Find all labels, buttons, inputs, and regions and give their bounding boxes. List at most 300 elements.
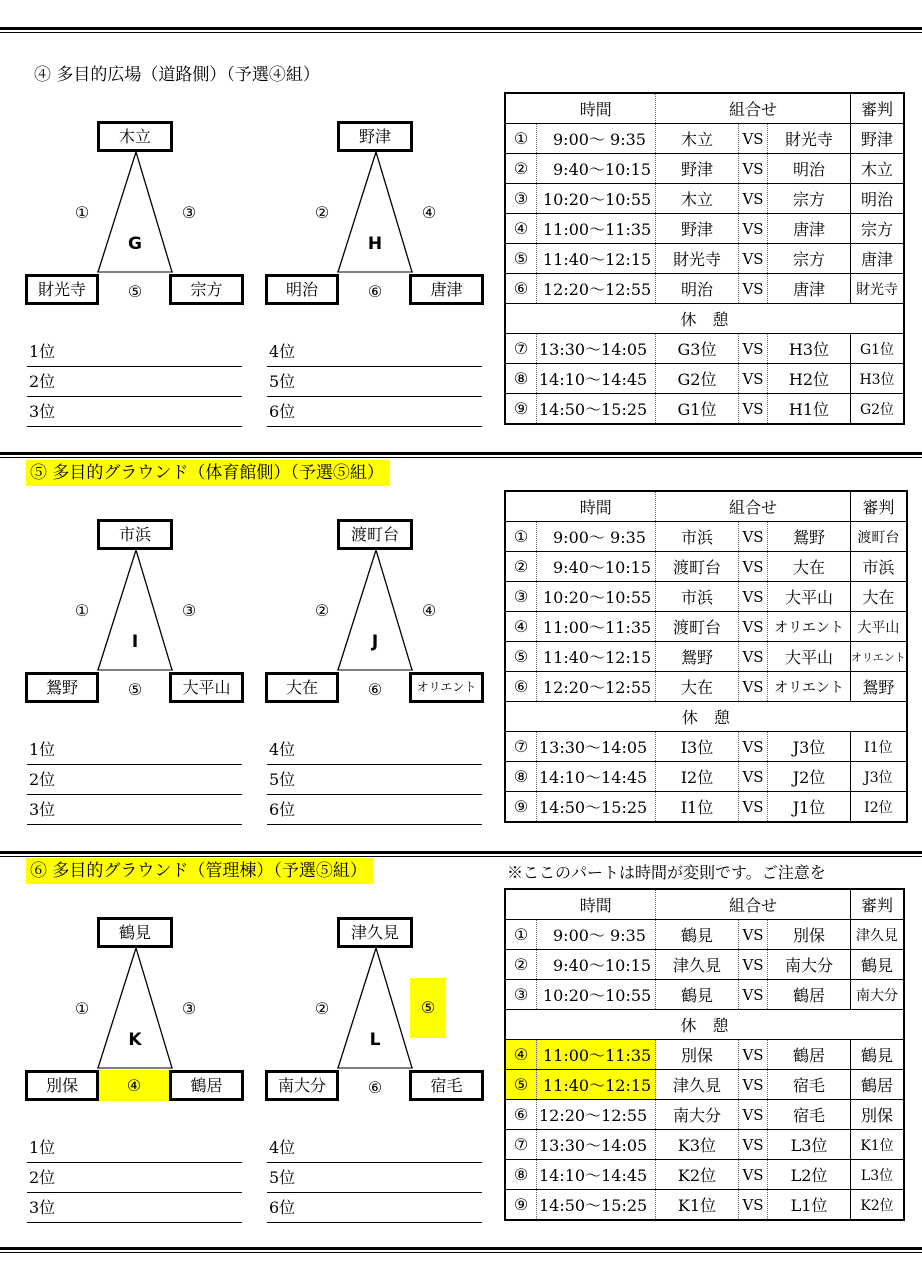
- vs-label: VS: [739, 762, 768, 792]
- rank-line: 2位: [27, 766, 242, 795]
- match-time: [537, 1100, 656, 1130]
- team-box-left: 別保: [25, 1070, 99, 1101]
- team-a: I2位: [656, 762, 739, 792]
- match-time-text: 9:40～10:15: [553, 160, 652, 179]
- schedule-row: [505, 642, 907, 672]
- team-b: 大平山: [768, 582, 851, 612]
- match-time: [537, 394, 656, 425]
- match-time: [537, 124, 656, 154]
- referee: 別保: [851, 1100, 905, 1130]
- bottom-rule: [0, 1247, 922, 1253]
- schedule-table: [504, 888, 905, 1221]
- match-number: ⑤: [505, 244, 537, 274]
- match-number: ⑧: [505, 1160, 537, 1190]
- referee: J3位: [851, 762, 907, 792]
- schedule-row: [505, 274, 904, 304]
- team-box-right: 大平山: [169, 672, 244, 703]
- match-number: ②: [314, 601, 330, 620]
- referee: I2位: [851, 792, 907, 823]
- match-number: ④: [505, 612, 537, 642]
- team-a: G2位: [656, 364, 739, 394]
- referee: 財光寺: [851, 274, 905, 304]
- match-number: ⑨: [505, 394, 537, 425]
- team-b: J2位: [768, 762, 851, 792]
- schedule-row: [505, 364, 904, 394]
- team-box-top: 鶴見: [97, 917, 173, 948]
- team-box-top: 津久見: [337, 917, 413, 948]
- team-a: K3位: [656, 1130, 739, 1160]
- break-label: 休 憩: [505, 304, 904, 334]
- match-number: ③: [505, 582, 537, 612]
- referee: 鴛野: [851, 672, 907, 702]
- match-time: [537, 154, 656, 184]
- vs-label: VS: [739, 920, 768, 950]
- team-b: 鴛野: [768, 522, 851, 552]
- vs-label: VS: [739, 1160, 768, 1190]
- match-number: ⑦: [505, 732, 537, 762]
- match-time-text: 12:20～12:55: [543, 280, 652, 299]
- team-b: 大平山: [768, 642, 851, 672]
- team-b: 宗方: [768, 244, 851, 274]
- team-a: 野津: [656, 214, 739, 244]
- schedule-row: [505, 1100, 904, 1130]
- team-box-right: 宿毛: [409, 1070, 484, 1101]
- match-number: ④: [505, 1040, 537, 1070]
- schedule-row: [505, 980, 904, 1010]
- rank-line: 3位: [27, 398, 242, 427]
- team-a: 渡町台: [656, 612, 739, 642]
- match-number: ⑤: [410, 978, 446, 1038]
- rank-line: 1位: [27, 338, 242, 367]
- match-number: ⑤: [505, 642, 537, 672]
- vs-label: VS: [739, 980, 768, 1010]
- header-cell-referee: 審判: [851, 491, 907, 522]
- group-label: G: [128, 234, 142, 254]
- team-b: 鶴居: [768, 1040, 851, 1070]
- team-a: 大在: [656, 672, 739, 702]
- break-row: [505, 702, 907, 732]
- team-b: L1位: [768, 1190, 851, 1221]
- referee: 明治: [851, 184, 905, 214]
- group-label: K: [128, 1030, 142, 1050]
- rank-line: 2位: [27, 1164, 242, 1193]
- schedule-row: [505, 1130, 904, 1160]
- vs-label: VS: [739, 672, 768, 702]
- section-title: ④ 多目的広場（道路側）（予選④組）: [34, 65, 320, 85]
- team-b: 宗方: [768, 184, 851, 214]
- vs-label: VS: [739, 124, 768, 154]
- schedule-row: [505, 552, 907, 582]
- match-number: ⑤: [127, 282, 143, 301]
- team-b: L3位: [768, 1130, 851, 1160]
- match-number: ④: [421, 601, 437, 620]
- rank-line: 5位: [267, 368, 482, 397]
- team-b: 南大分: [768, 950, 851, 980]
- team-b: 財光寺: [768, 124, 851, 154]
- group-label: H: [367, 234, 383, 254]
- match-number: ⑧: [505, 364, 537, 394]
- referee: 野津: [851, 124, 905, 154]
- match-number: ③: [181, 601, 197, 620]
- referee: 木立: [851, 154, 905, 184]
- match-number: ②: [314, 203, 330, 222]
- referee: 大在: [851, 582, 907, 612]
- section-title: ⑤ 多目的グラウンド（体育館側）（予選⑤組）: [26, 460, 390, 486]
- schedule-row: [505, 334, 904, 364]
- header-cell-matchup: 組合せ: [656, 93, 851, 124]
- vs-label: VS: [739, 792, 768, 823]
- match-time: [537, 274, 656, 304]
- vs-label: VS: [739, 732, 768, 762]
- match-time-text: 11:40～12:15: [543, 648, 652, 667]
- referee: 市浜: [851, 552, 907, 582]
- header-cell-referee: 審判: [851, 889, 905, 920]
- team-a: 別保: [656, 1040, 739, 1070]
- vs-label: VS: [739, 1070, 768, 1100]
- team-a: 市浜: [656, 522, 739, 552]
- team-box-top: 市浜: [97, 519, 173, 550]
- rank-line: 5位: [267, 1164, 482, 1193]
- schedule-note: ※ここのパートは時間が変則です。ご注意を: [507, 863, 826, 882]
- match-number: ⑥: [367, 1078, 383, 1097]
- match-time-text: 14:10～14:45: [539, 370, 648, 389]
- match-time: [537, 642, 656, 672]
- match-time-text: 9:00～ 9:35: [553, 926, 646, 945]
- group-diagram-lines: [265, 946, 485, 1076]
- match-time-text: 14:10～14:45: [539, 768, 648, 787]
- team-box-left: 鴛野: [25, 672, 99, 703]
- team-a: 南大分: [656, 1100, 739, 1130]
- vs-label: VS: [739, 274, 768, 304]
- vs-label: VS: [739, 612, 768, 642]
- rank-line: 2位: [27, 368, 242, 397]
- team-a: K2位: [656, 1160, 739, 1190]
- match-time: [537, 1130, 656, 1160]
- section-divider: [0, 851, 922, 857]
- match-time: [537, 792, 656, 823]
- vs-label: VS: [739, 522, 768, 552]
- rank-line: 3位: [27, 796, 242, 825]
- match-number: ①: [505, 522, 537, 552]
- team-a: 明治: [656, 274, 739, 304]
- team-b: 唐津: [768, 274, 851, 304]
- referee: 津久見: [851, 920, 905, 950]
- team-a: 市浜: [656, 582, 739, 612]
- referee: K2位: [851, 1190, 905, 1221]
- rank-line: 4位: [267, 736, 482, 765]
- team-box-left: 財光寺: [25, 274, 99, 305]
- referee: オリエント: [851, 642, 907, 672]
- header-cell-referee: 審判: [851, 93, 905, 124]
- match-number: ②: [505, 552, 537, 582]
- schedule-row: [505, 244, 904, 274]
- team-b: H2位: [768, 364, 851, 394]
- schedule-row: [505, 1070, 904, 1100]
- match-time-text: 11:40～12:15: [543, 250, 652, 269]
- team-a: 鶴見: [656, 920, 739, 950]
- match-time-text: 11:00～11:35: [543, 618, 652, 637]
- schedule-row: [505, 1160, 904, 1190]
- match-number: ⑥: [367, 282, 383, 301]
- vs-label: VS: [739, 364, 768, 394]
- schedule-row: [505, 792, 907, 823]
- schedule-header-row: [505, 93, 904, 124]
- team-box-left: 南大分: [265, 1070, 339, 1101]
- team-a: 渡町台: [656, 552, 739, 582]
- schedule-row: [505, 612, 907, 642]
- vs-label: VS: [739, 154, 768, 184]
- schedule-row: [505, 1190, 904, 1221]
- match-time-text: 14:10～14:45: [539, 1166, 648, 1185]
- team-box-right: 鶴居: [169, 1070, 244, 1101]
- schedule-row: [505, 522, 907, 552]
- match-time: [537, 920, 656, 950]
- match-number: ⑦: [505, 334, 537, 364]
- section-title: ⑥ 多目的グラウンド（管理棟）（予選⑤組）: [26, 858, 373, 884]
- match-number: ①: [505, 920, 537, 950]
- referee: G2位: [851, 394, 905, 425]
- referee: H3位: [851, 364, 905, 394]
- header-cell-blank: [505, 93, 537, 124]
- schedule-row: [505, 214, 904, 244]
- break-label: 休 憩: [505, 1010, 904, 1040]
- break-row: [505, 1010, 904, 1040]
- group-diagram-lines: [25, 548, 245, 678]
- team-b: 大在: [768, 552, 851, 582]
- match-time: [537, 184, 656, 214]
- group-diagram-lines: [25, 946, 245, 1076]
- team-a: 木立: [656, 124, 739, 154]
- team-box-right: 唐津: [409, 274, 484, 305]
- match-time-text: 10:20～10:55: [543, 190, 652, 209]
- top-rule: [0, 27, 922, 33]
- referee: 南大分: [851, 980, 905, 1010]
- rank-line: 1位: [27, 736, 242, 765]
- match-number: ②: [505, 950, 537, 980]
- header-cell-matchup: 組合せ: [656, 491, 851, 522]
- header-cell-time: 時間: [537, 93, 656, 124]
- match-time-text: 12:20～12:55: [543, 678, 652, 697]
- header-cell-time: 時間: [537, 491, 656, 522]
- team-b: オリエント: [768, 672, 851, 702]
- group-diagram-lines: [265, 150, 485, 280]
- rank-line: 1位: [27, 1134, 242, 1163]
- match-time: [537, 364, 656, 394]
- rank-line: 5位: [267, 766, 482, 795]
- match-time: [537, 980, 656, 1010]
- match-time: [537, 1190, 656, 1221]
- schedule-row: [505, 582, 907, 612]
- match-time-text: 11:40～12:15: [543, 1076, 652, 1095]
- match-number: ①: [74, 999, 90, 1018]
- match-number: ①: [74, 203, 90, 222]
- vs-label: VS: [739, 1190, 768, 1221]
- match-time-text: 12:20～12:55: [539, 1106, 648, 1125]
- group-diagram-lines: [265, 548, 485, 678]
- rank-line: 6位: [267, 796, 482, 825]
- header-cell-blank: [505, 889, 537, 920]
- match-number: ③: [181, 999, 197, 1018]
- team-a: 津久見: [656, 950, 739, 980]
- match-time-text: 9:40～10:15: [553, 558, 652, 577]
- match-number: ⑨: [505, 1190, 537, 1221]
- match-time: [537, 732, 656, 762]
- match-time: [537, 582, 656, 612]
- match-number: ⑨: [505, 792, 537, 823]
- team-b: J1位: [768, 792, 851, 823]
- vs-label: VS: [739, 394, 768, 425]
- match-time: [537, 1160, 656, 1190]
- team-box-top: 木立: [97, 121, 173, 152]
- match-time-text: 14:50～15:25: [539, 400, 648, 419]
- team-b: 宿毛: [768, 1070, 851, 1100]
- match-number: ④: [99, 1070, 169, 1101]
- rank-line: 3位: [27, 1194, 242, 1223]
- schedule-row: [505, 732, 907, 762]
- match-time-text: 11:00～11:35: [543, 220, 652, 239]
- match-number: ④: [421, 203, 437, 222]
- match-time-text: 10:20～10:55: [543, 588, 652, 607]
- match-time: [537, 1070, 656, 1100]
- match-time-text: 14:50～15:25: [539, 798, 648, 817]
- team-a: G3位: [656, 334, 739, 364]
- match-number: ③: [505, 184, 537, 214]
- match-time: [537, 334, 656, 364]
- referee: I1位: [851, 732, 907, 762]
- schedule-row: [505, 672, 907, 702]
- header-cell-matchup: 組合せ: [656, 889, 851, 920]
- group-label: L: [369, 1030, 381, 1050]
- team-b: 宿毛: [768, 1100, 851, 1130]
- group-label: I: [131, 632, 139, 652]
- match-number: ③: [505, 980, 537, 1010]
- team-a: I1位: [656, 792, 739, 823]
- team-a: 鴛野: [656, 642, 739, 672]
- match-number: ②: [505, 154, 537, 184]
- match-number: ⑥: [367, 680, 383, 699]
- team-a: 野津: [656, 154, 739, 184]
- match-time: [537, 244, 656, 274]
- schedule-row: [505, 950, 904, 980]
- match-number: ⑥: [505, 672, 537, 702]
- match-time-text: 13:30～14:05: [539, 1136, 648, 1155]
- match-time-text: 9:00～ 9:35: [553, 130, 646, 149]
- vs-label: VS: [739, 334, 768, 364]
- header-cell-blank: [505, 491, 537, 522]
- vs-label: VS: [739, 1100, 768, 1130]
- referee: 渡町台: [851, 522, 907, 552]
- vs-label: VS: [739, 1040, 768, 1070]
- team-b: 明治: [768, 154, 851, 184]
- match-time-text: 13:30～14:05: [539, 340, 648, 359]
- vs-label: VS: [739, 950, 768, 980]
- match-number: ②: [314, 999, 330, 1018]
- referee: G1位: [851, 334, 905, 364]
- schedule-row: [505, 1040, 904, 1070]
- match-time: [537, 672, 656, 702]
- match-number: ⑧: [505, 762, 537, 792]
- team-b: 別保: [768, 920, 851, 950]
- schedule-table: [504, 92, 905, 425]
- match-time: [537, 214, 656, 244]
- referee: 唐津: [851, 244, 905, 274]
- schedule-row: [505, 124, 904, 154]
- team-b: H3位: [768, 334, 851, 364]
- match-time: [537, 612, 656, 642]
- match-number: ⑥: [505, 1100, 537, 1130]
- team-a: 鶴見: [656, 980, 739, 1010]
- team-b: J3位: [768, 732, 851, 762]
- schedule-row: [505, 762, 907, 792]
- vs-label: VS: [739, 642, 768, 672]
- match-time-text: 13:30～14:05: [539, 738, 648, 757]
- match-number: ⑥: [505, 274, 537, 304]
- referee: 鶴居: [851, 1070, 905, 1100]
- team-box-left: 大在: [265, 672, 339, 703]
- team-b: H1位: [768, 394, 851, 425]
- schedule-row: [505, 184, 904, 214]
- match-time-text: 9:40～10:15: [553, 956, 652, 975]
- team-a: G1位: [656, 394, 739, 425]
- vs-label: VS: [739, 214, 768, 244]
- schedule-header-row: [505, 889, 904, 920]
- referee: 宗方: [851, 214, 905, 244]
- match-time-text: 11:00～11:35: [543, 1046, 652, 1065]
- team-a: 津久見: [656, 1070, 739, 1100]
- team-a: 財光寺: [656, 244, 739, 274]
- team-b: 唐津: [768, 214, 851, 244]
- header-cell-time: 時間: [537, 889, 656, 920]
- vs-label: VS: [739, 244, 768, 274]
- vs-label: VS: [739, 1130, 768, 1160]
- match-number: ⑤: [127, 680, 143, 699]
- team-box-right: 宗方: [169, 274, 244, 305]
- match-number: ①: [74, 601, 90, 620]
- match-number: ③: [181, 203, 197, 222]
- team-box-right: オリエント: [409, 672, 484, 703]
- team-a: 木立: [656, 184, 739, 214]
- group-diagram-lines: [25, 150, 245, 280]
- match-number: ④: [505, 214, 537, 244]
- match-time: [537, 1040, 656, 1070]
- team-a: K1位: [656, 1190, 739, 1221]
- match-time: [537, 762, 656, 792]
- match-number: ⑤: [505, 1070, 537, 1100]
- vs-label: VS: [739, 552, 768, 582]
- section-divider: [0, 452, 922, 458]
- referee: K1位: [851, 1130, 905, 1160]
- break-row: [505, 304, 904, 334]
- group-label: J: [371, 632, 379, 652]
- schedule-row: [505, 920, 904, 950]
- match-time: [537, 552, 656, 582]
- vs-label: VS: [739, 582, 768, 612]
- match-number: ⑦: [505, 1130, 537, 1160]
- team-b: 鶴居: [768, 980, 851, 1010]
- rank-line: 4位: [267, 338, 482, 367]
- vs-label: VS: [739, 184, 768, 214]
- rank-line: 6位: [267, 398, 482, 427]
- team-b: オリエント: [768, 612, 851, 642]
- referee: 鶴見: [851, 1040, 905, 1070]
- referee: 大平山: [851, 612, 907, 642]
- rank-line: 6位: [267, 1194, 482, 1223]
- team-a: I3位: [656, 732, 739, 762]
- schedule-row: [505, 154, 904, 184]
- schedule-table: [504, 490, 908, 823]
- match-time-text: 10:20～10:55: [543, 986, 652, 1005]
- match-number: ①: [505, 124, 537, 154]
